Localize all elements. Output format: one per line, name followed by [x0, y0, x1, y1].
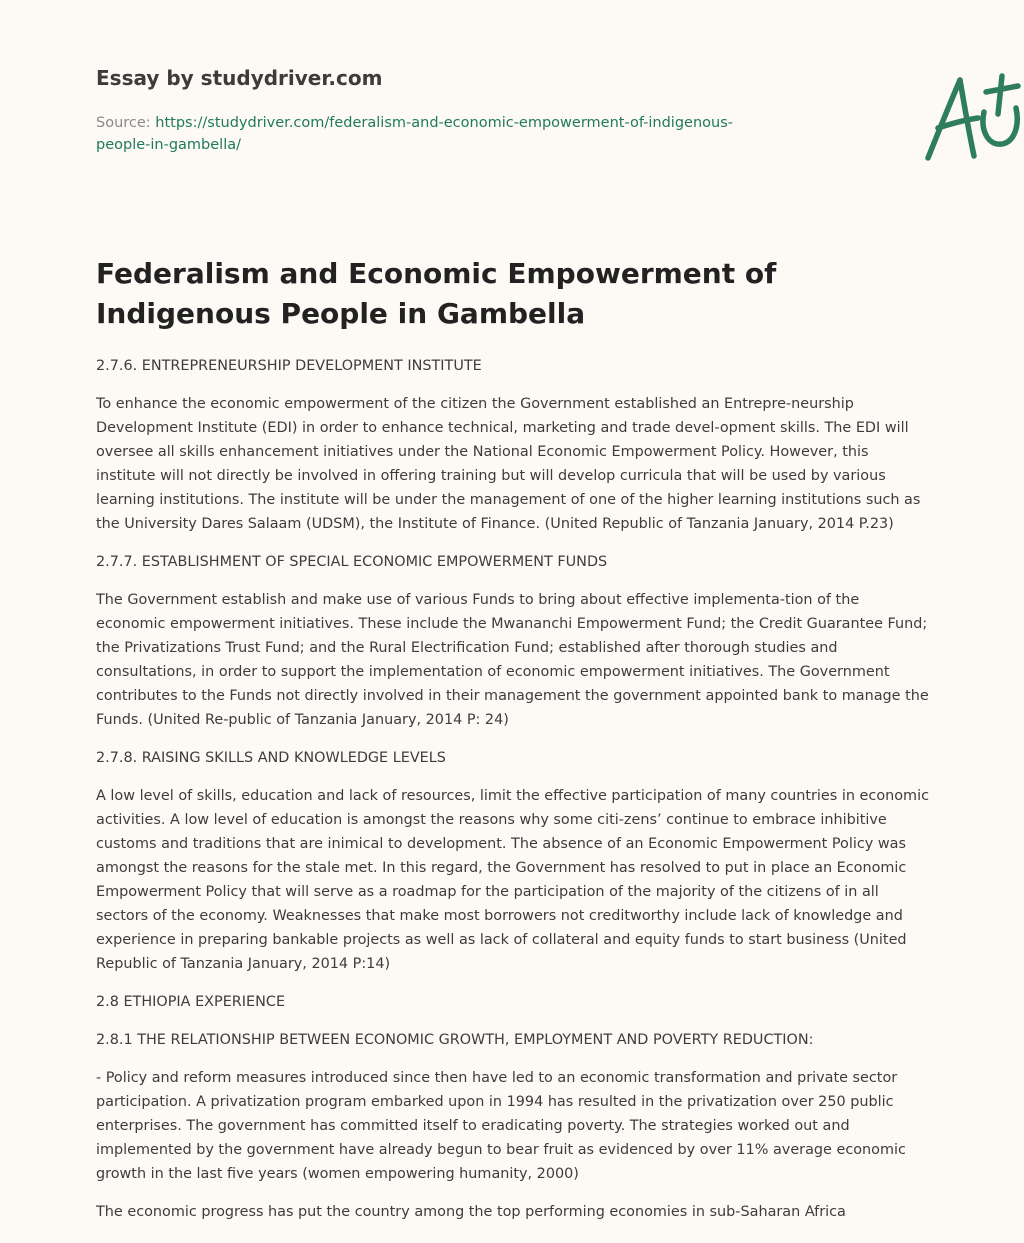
brand-title: Essay by studydriver.com — [96, 66, 383, 90]
section-heading: 2.7.6. ENTREPRENEURSHIP DEVELOPMENT INSTITUTE — [96, 358, 482, 374]
section-heading: 2.8 ETHIOPIA EXPERIENCE — [96, 994, 286, 1010]
section-paragraph: A low level of skills, education and lack of resources, limit the effective participation of many countries in economic activities. A low level of education is amongst the reasons why some citi-zens’ continue to embrace inhibitive customs and traditions that are inimical to development. The absence of an Economic Empowerment Policy was amongst the reasons for the stale met. In this regard, the Government has resolved to put in place an Economic Empowerment Policy that will serve as a roadmap for the participation of the majority of the citizens of in all sectors of the economy. Weaknesses that make most borrowers not creditworthy include lack of knowledge and experience in preparing bankable projects as well as lack of collateral and equity funds to start business (United Republic of Tanzania January, 2014 P:14) — [96, 788, 929, 972]
section-subheading: 2.8.1 THE RELATIONSHIP BETWEEN ECONOMIC GROWTH, EMPLOYMENT AND POVERTY REDUCTION: — [96, 1032, 814, 1048]
section-paragraph: - Policy and reform measures introduced since then have led to an economic transformation and private sector participation. A privatization program embarked upon in 1994 has resulted in the privatization over 250 public enterprises. The government has committed itself to eradicating poverty. The strategies worked out and implemented by the government have already begun to bear fruit as evidenced by over 11% average economic growth in the last five years (women empowering humanity, 2000) — [96, 1070, 906, 1182]
section-paragraph: To enhance the economic empowerment of the citizen the Government established an Entrepre-neurship Development Institute (EDI) in order to enhance technical, marketing and trade devel-opment skills. The EDI will oversee all skills enhancement initiatives under the National Economic Empowerment Policy. However, this institute will not directly be involved in offering training but will develop curricula that will be used by various learning institutions. The institute will be under the management of one of the higher learning institutions such as the University Dares Salaam (UDSM), the Institute of Finance. (United Republic of Tanzania January, 2014 P.23) — [96, 396, 921, 532]
source-label: Source: — [96, 115, 156, 131]
a-plus-logo-icon — [918, 68, 1024, 168]
essay-title: Federalism and Economic Empowerment of Indigenous People in Gambella — [96, 257, 777, 330]
section-paragraph: The economic progress has put the country among the top performing economies in sub-Saharan Africa — [96, 1204, 846, 1220]
section-heading: 2.7.8. RAISING SKILLS AND KNOWLEDGE LEVELS — [96, 750, 446, 766]
section-heading: 2.7.7. ESTABLISHMENT OF SPECIAL ECONOMIC EMPOWERMENT FUNDS — [96, 554, 608, 570]
source-line — [96, 112, 776, 156]
essay-body — [96, 354, 932, 1238]
section-paragraph: The Government establish and make use of various Funds to bring about effective implementa-tion of the economic empowerment initiatives. These include the Mwananchi Empowerment Fund; the Credit Guarantee Fund; the Privatizations Trust Fund; and the Rural Electrification Fund; established after thorough studies and consultations, in order to support the implementation of economic empowerment initiatives. The Government contributes to the Funds not directly involved in their management the government appointed bank to manage the Funds. (United Re-public of Tanzania January, 2014 P: 24) — [96, 592, 929, 728]
source-link[interactable]: https://studydriver.com/federalism-and-economic-empowerment-of-indigenous-people-in-gambella/ — [96, 115, 733, 153]
